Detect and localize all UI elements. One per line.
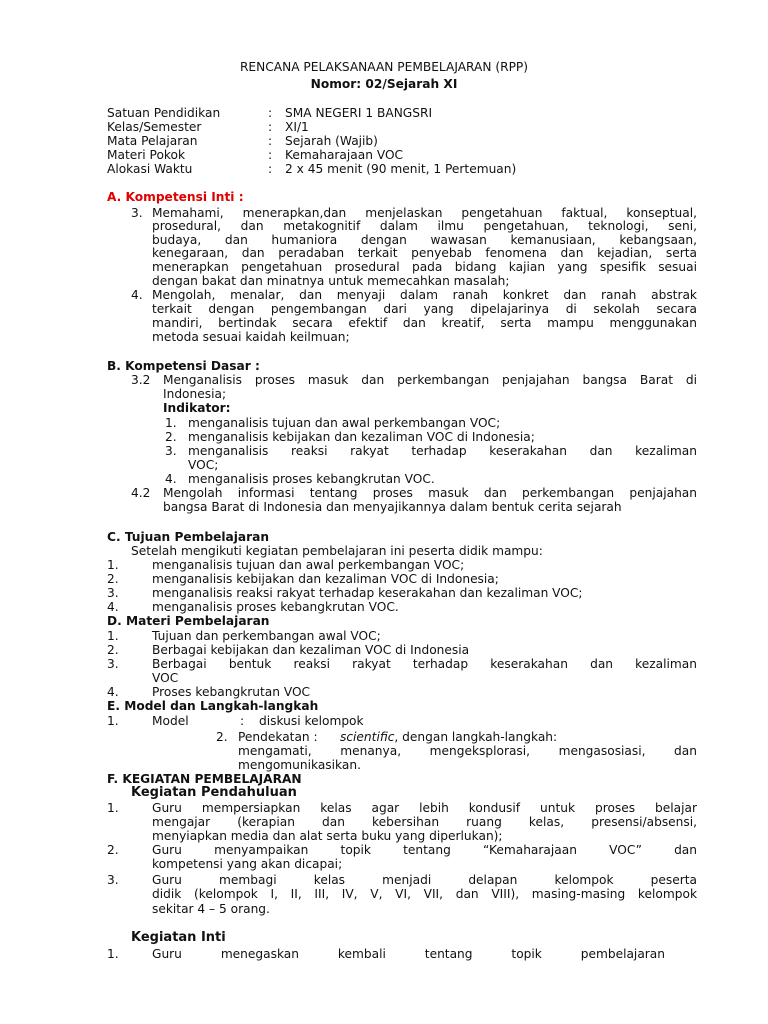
list-number: 1.	[107, 947, 119, 961]
list-number: 2.	[107, 643, 119, 657]
identity-label: Mata Pelajaran	[107, 134, 198, 148]
section-a-heading: A. Kompetensi Inti :	[107, 190, 244, 204]
approach-value	[340, 730, 557, 744]
document-number: Nomor: 02/Sejarah XI	[310, 77, 458, 91]
identity-separator: :	[268, 134, 273, 148]
list-number: 4.2	[131, 486, 151, 500]
list-number: 2.	[216, 730, 228, 744]
paragraph-line: Indonesia;	[163, 387, 227, 401]
paragraph-line: metoda sesuai kaidah keilmuan;	[152, 330, 350, 344]
paragraph-line: menerapkan pengetahuan prosedural pada bidang kajian yang spesifik sesuai	[152, 260, 697, 274]
paragraph-line: VOC	[152, 671, 179, 685]
section-b-heading: B. Kompetensi Dasar :	[107, 359, 260, 373]
paragraph-line: kenegaraan, dan peradaban terkait penyebab fenomena dan kejadian, serta	[152, 246, 697, 260]
paragraph-line: mengamati, menanya, mengeksplorasi, mengasosiasi, dan	[238, 744, 697, 758]
list-number: 3.	[165, 444, 177, 458]
list-number: 3.	[107, 873, 119, 887]
list-number: 2.	[107, 843, 119, 857]
paragraph-line: menganalisis tujuan dan awal perkembangan VOC;	[188, 416, 501, 430]
approach-italic: scientific	[340, 730, 395, 744]
paragraph-line: mengomunikasikan.	[238, 758, 361, 772]
section-c-heading: C. Tujuan Pembelajaran	[107, 530, 270, 544]
section-f-heading: F. KEGIATAN PEMBELAJARAN	[107, 772, 302, 786]
section-d-heading: D. Materi Pembelajaran	[107, 614, 270, 628]
paragraph-line: Guru menegaskan kembali tentang topik pembelajaran	[152, 947, 665, 961]
paragraph-line: bangsa Barat di Indonesia dan menyajikannya dalam bentuk cerita sejarah	[163, 500, 622, 514]
kegiatan-pendahuluan-heading: Kegiatan Pendahuluan	[131, 785, 297, 800]
model-value: diskusi kelompok	[259, 714, 364, 728]
section-e-heading: E. Model dan Langkah-langkah	[107, 699, 319, 713]
paragraph-line: Berbagai kebijakan dan kezaliman VOC di Indonesia	[152, 643, 470, 657]
list-number: 2.	[165, 430, 177, 444]
paragraph-line: Tujuan dan perkembangan awal VOC;	[152, 629, 381, 643]
identity-value: Kemaharajaan VOC	[285, 148, 404, 162]
paragraph-line: Guru menyampaikan topik tentang “Kemaharajaan VOC” dan	[152, 843, 697, 857]
paragraph-line: dengan bakat dan minatnya untuk memecahkan masalah;	[152, 274, 510, 288]
model-label: Model	[152, 714, 189, 728]
identity-label: Kelas/Semester	[107, 120, 202, 134]
paragraph-line: Proses kebangkrutan VOC	[152, 685, 311, 699]
model-separator: :	[240, 714, 245, 728]
list-number: 1.	[165, 416, 177, 430]
paragraph-line: menganalisis reaksi rakyat terhadap keserakahan dan kezaliman VOC;	[152, 586, 583, 600]
list-number: 4.	[107, 600, 119, 614]
paragraph-line: mengajar (kerapian dan kebersihan ruang kelas, presensi/absensi,	[152, 815, 697, 829]
identity-value: SMA NEGERI 1 BANGSRI	[285, 106, 433, 120]
list-number: 3.	[107, 586, 119, 600]
list-number: 3.	[131, 206, 143, 220]
list-number: 3.2	[131, 373, 151, 387]
paragraph-line: menganalisis kebijakan dan kezaliman VOC di Indonesia;	[188, 430, 535, 444]
paragraph-line: menyiapkan media dan alat serta buku yang diperlukan);	[152, 829, 503, 843]
paragraph-line: Setelah mengikuti kegiatan pembelajaran ini peserta didik mampu:	[131, 544, 543, 558]
identity-separator: :	[268, 120, 273, 134]
identity-separator: :	[268, 162, 273, 176]
identity-label: Satuan Pendidikan	[107, 106, 221, 120]
list-number: 4.	[165, 472, 177, 486]
document-title: RENCANA PELAKSANAAN PEMBELAJARAN (RPP)	[239, 60, 529, 74]
list-number: 1.	[107, 714, 119, 728]
identity-separator: :	[268, 106, 273, 120]
paragraph-line: Guru membagi kelas menjadi delapan kelompok peserta	[152, 873, 697, 887]
identity-value: 2 x 45 menit (90 menit, 1 Pertemuan)	[285, 162, 517, 176]
paragraph-line: menganalisis kebijakan dan kezaliman VOC di Indonesia;	[152, 572, 499, 586]
list-number: 1.	[107, 558, 119, 572]
list-number: 1.	[107, 629, 119, 643]
list-number: 4.	[131, 288, 143, 302]
paragraph-line: sekitar 4 – 5 orang.	[152, 902, 270, 916]
paragraph-line: Guru mempersiapkan kelas agar lebih kondusif untuk proses belajar	[152, 801, 697, 815]
list-number: 4.	[107, 685, 119, 699]
paragraph-line: menganalisis tujuan dan awal perkembangan VOC;	[152, 558, 465, 572]
paragraph-line: menganalisis proses kebangkrutan VOC.	[188, 472, 435, 486]
paragraph-line: Menganalisis proses masuk dan perkembangan penjajahan bangsa Barat di	[163, 373, 697, 387]
paragraph-line: Mengolah informasi tentang proses masuk dan perkembangan penjajahan	[163, 486, 697, 500]
paragraph-line: mandiri, bertindak secara efektif dan kreatif, serta mampu menggunakan	[152, 316, 697, 330]
paragraph-line: VOC;	[188, 458, 219, 472]
list-number: 1.	[107, 801, 119, 815]
identity-value: XI/1	[285, 120, 309, 134]
paragraph-line: menganalisis proses kebangkrutan VOC.	[152, 600, 399, 614]
identity-value: Sejarah (Wajib)	[285, 134, 378, 148]
paragraph-line: didik (kelompok I, II, III, IV, V, VI, VII, dan VIII), masing-masing kelompok	[152, 887, 697, 901]
paragraph-line: prosedural, dan metakognitif dalam ilmu pengetahuan, teknologi, seni,	[152, 219, 697, 233]
approach-label: Pendekatan :	[238, 730, 318, 744]
approach-rest: , dengan langkah-langkah:	[394, 730, 558, 744]
list-number: 3.	[107, 657, 119, 671]
kegiatan-inti-heading: Kegiatan Inti	[131, 930, 226, 945]
paragraph-line: terkait dengan pengembangan dari yang dipelajarinya di sekolah secara	[152, 302, 697, 316]
paragraph-line: Memahami, menerapkan,dan menjelaskan pengetahuan faktual, konseptual,	[152, 206, 697, 220]
indikator-label: Indikator:	[163, 401, 231, 415]
identity-label: Materi Pokok	[107, 148, 186, 162]
paragraph-line: Berbagai bentuk reaksi rakyat terhadap keserakahan dan kezaliman	[152, 657, 697, 671]
list-number: 2.	[107, 572, 119, 586]
paragraph-line: budaya, dan humaniora dengan wawasan kemanusiaan, kebangsaan,	[152, 233, 697, 247]
paragraph-line: kompetensi yang akan dicapai;	[152, 857, 343, 871]
identity-label: Alokasi Waktu	[107, 162, 193, 176]
identity-separator: :	[268, 148, 273, 162]
paragraph-line: menganalisis reaksi rakyat terhadap keserakahan dan kezaliman	[188, 444, 697, 458]
paragraph-line: Mengolah, menalar, dan menyaji dalam ranah konkret dan ranah abstrak	[152, 288, 697, 302]
